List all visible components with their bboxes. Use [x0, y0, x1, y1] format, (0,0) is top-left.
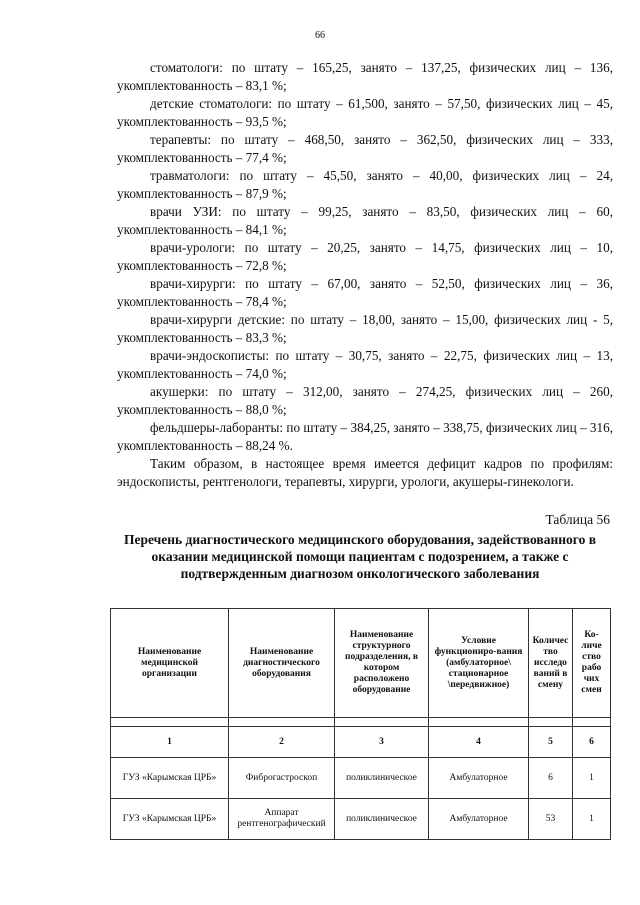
cell-organization: ГУЗ «Карымская ЦРБ»: [111, 799, 229, 840]
cell-equipment: Аппарат рентгенографический: [229, 799, 335, 840]
cell-condition: Амбулаторное: [429, 758, 529, 799]
paragraph-endoscopists: врачи-эндоскописты: по штату – 30,75, занято – 22,75, физических лиц – 13, укомплектованность – 74,0 %;: [117, 348, 613, 381]
header-shifts: Ко-личе ство рабо чих смен: [573, 609, 611, 718]
table-header-row: [111, 609, 611, 718]
cell-equipment: Фиброгастроскоп: [229, 758, 335, 799]
cell-studies-per-shift: 53: [529, 799, 573, 840]
header-organization: Наименование медицинской организации: [111, 609, 229, 718]
cell-department: поликлиническое: [335, 799, 429, 840]
cell-shifts: 1: [573, 799, 611, 840]
table-gap-row: [111, 718, 611, 727]
header-equipment: Наименование диагностического оборудования: [229, 609, 335, 718]
header-department: Наименование структурного подразделения, в котором расположено оборудование: [335, 609, 429, 718]
table-row: [111, 799, 611, 840]
paragraph-therapists: терапевты: по штату – 468,50, занято – 362,50, физических лиц – 333, укомплектованность – 77,4 %;: [117, 132, 613, 165]
table-row: [111, 758, 611, 799]
header-studies-per-shift: Количес тво исследо ваний в смену: [529, 609, 573, 718]
paragraph-dentists: стоматологи: по штату – 165,25, занято – 137,25, физических лиц – 136, укомплектованность – 83,1 %;: [117, 60, 613, 93]
table-column-numbers-row: [111, 727, 611, 758]
paragraph-midwives: акушерки: по штату – 312,00, занято – 274,25, физических лиц – 260, укомплектованность – 88,0 %;: [117, 384, 613, 417]
paragraph-pediatric-surgeons: врачи-хирурги детские: по штату – 18,00, занято – 15,00, физических лиц - 5, укомплектованность – 83,3 %;: [117, 312, 613, 345]
paragraph-ultrasound-doctors: врачи УЗИ: по штату – 99,25, занято – 83,50, физических лиц – 60, укомплектованность – 84,1 %;: [117, 204, 613, 237]
column-number: 3: [335, 727, 429, 758]
page-number: 66: [315, 30, 325, 41]
paragraph-surgeons: врачи-хирурги: по штату – 67,00, занято – 52,50, физических лиц – 36, укомплектованность – 78,4 %;: [117, 276, 613, 309]
column-number: 5: [529, 727, 573, 758]
column-number: 4: [429, 727, 529, 758]
body-text: [117, 59, 613, 491]
paragraph-traumatologists: травматологи: по штату – 45,50, занято – 40,00, физических лиц – 24, укомплектованность – 87,9 %;: [117, 168, 613, 201]
cell-condition: Амбулаторное: [429, 799, 529, 840]
column-number: 2: [229, 727, 335, 758]
paragraph-lab-assistants: фельдшеры-лаборанты: по штату – 384,25, занято – 338,75, физических лиц – 316, укомплектованность – 88,24 %.: [117, 420, 613, 453]
cell-shifts: 1: [573, 758, 611, 799]
header-condition: Условие функциониро-вания (амбулаторное\ стационарное \передвижное): [429, 609, 529, 718]
column-number: 6: [573, 727, 611, 758]
equipment-table: [110, 608, 611, 840]
table-title: Перечень диагностического медицинского оборудования, задействованного в оказании медицинской помощи пациентам с подозрением, а также с подтвержденным диагнозом онкологического заболевания: [124, 532, 596, 581]
cell-department: поликлиническое: [335, 758, 429, 799]
paragraph-urologists: врачи-урологи: по штату – 20,25, занято – 14,75, физических лиц – 10, укомплектованность – 72,8 %;: [117, 240, 613, 273]
cell-organization: ГУЗ «Карымская ЦРБ»: [111, 758, 229, 799]
column-number: 1: [111, 727, 229, 758]
paragraph-pediatric-dentists: детские стоматологи: по штату – 61,500, занято – 57,50, физических лиц – 45, укомплектованность – 93,5 %;: [117, 96, 613, 129]
table-caption: Таблица 56: [545, 512, 610, 527]
paragraph-conclusion: Таким образом, в настоящее время имеется дефицит кадров по профилям: эндоскописты, рентгенологи, терапевты, хирурги, урологи, акушеры-гинекологи.: [117, 456, 613, 489]
cell-studies-per-shift: 6: [529, 758, 573, 799]
